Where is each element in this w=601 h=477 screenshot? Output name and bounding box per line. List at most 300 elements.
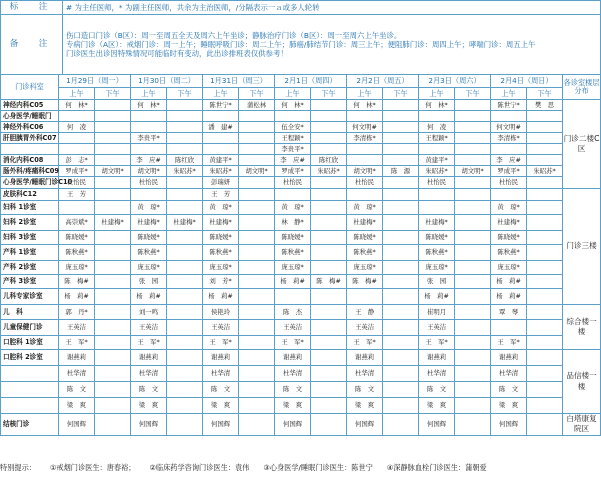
doctor-cell: 陈秋燕* [419, 245, 455, 261]
doctor-cell: 罗成平* [275, 166, 311, 177]
doctor-cell [311, 189, 347, 201]
notes-label-beizhu: 备 注 [1, 15, 63, 75]
doctor-cell: 李贵平* [275, 144, 311, 155]
doctor-cell [239, 336, 275, 350]
schedule-row [1, 320, 601, 336]
doctor-cell [383, 275, 419, 289]
pm-header: 下午 [239, 88, 275, 100]
doctor-cell [419, 189, 455, 201]
doctor-cell: 朱昭苏* [203, 166, 239, 177]
doctor-cell [311, 133, 347, 144]
doctor-cell: 黄 琼* [131, 201, 167, 215]
doctor-cell: 陈秋燕* [131, 245, 167, 261]
doctor-cell: 王英洁 [131, 320, 167, 336]
doctor-cell [95, 366, 131, 382]
doctor-cell: 谢燕莉 [131, 350, 167, 366]
doctor-cell [383, 111, 419, 122]
doctor-cell: 杜华清 [59, 366, 95, 382]
dept-name: 神经外科C06 [1, 122, 59, 133]
doctor-cell [455, 275, 491, 289]
doctor-cell: 王英洁 [59, 320, 95, 336]
doctor-cell: 胡文明* [95, 166, 131, 177]
doctor-cell [383, 122, 419, 133]
floor-location: 门诊二楼C区 [563, 100, 601, 189]
doctor-cell [455, 245, 491, 261]
doctor-cell [383, 305, 419, 320]
notes-remark-line: 伤口造口门诊（B区）：周一至周五全天及周六上午坐诊；静脉治疗门诊（B区）：周一至周六上午坐诊。 [66, 30, 402, 40]
doctor-cell [455, 320, 491, 336]
doctor-cell [167, 382, 203, 398]
doctor-cell: 罗成平* [59, 166, 95, 177]
dept-name: 妇科 2诊室 [1, 215, 59, 231]
dept-name: 心身医学/睡眠门 [1, 111, 59, 122]
doctor-cell [167, 245, 203, 261]
doctor-cell [383, 336, 419, 350]
doctor-cell [131, 144, 167, 155]
doctor-cell [455, 111, 491, 122]
doctor-cell [203, 133, 239, 144]
pm-header: 下午 [383, 88, 419, 100]
doctor-cell: 王 静 [347, 305, 383, 320]
doctor-cell [239, 245, 275, 261]
doctor-cell: 陈 文 [347, 382, 383, 398]
dept-name [1, 382, 59, 398]
doctor-cell [527, 122, 563, 133]
notes-table [0, 0, 601, 75]
doctor-cell [95, 350, 131, 366]
doctor-cell: 杨 莉# [203, 289, 239, 305]
doctor-cell [419, 111, 455, 122]
doctor-cell [347, 189, 383, 201]
doctor-cell [311, 366, 347, 382]
doctor-cell [455, 305, 491, 320]
doctor-cell [383, 155, 419, 166]
am-header: 上午 [419, 88, 455, 100]
schedule-row [1, 289, 601, 305]
doctor-cell [455, 189, 491, 201]
special-notice-item: ①戒烟门诊医生：唐春裕； [49, 463, 136, 472]
doctor-cell: 刘 芳* [203, 275, 239, 289]
doctor-cell: 谢燕莉 [59, 350, 95, 366]
dept-name: 妇科 1诊室 [1, 201, 59, 215]
doctor-cell [311, 336, 347, 350]
doctor-cell [455, 122, 491, 133]
doctor-cell [167, 305, 203, 320]
date-header: 2月1日（周四） [275, 75, 347, 88]
dept-name: 口腔科 1诊室 [1, 336, 59, 350]
doctor-cell [239, 305, 275, 320]
doctor-cell: 杜建梅* [95, 215, 131, 231]
doctor-cell: 朱昭苏* [527, 166, 563, 177]
doctor-cell [455, 201, 491, 215]
am-header: 上午 [203, 88, 239, 100]
doctor-cell: 陈晓媛* [491, 231, 527, 245]
doctor-cell: 陈红欣 [167, 155, 203, 166]
doctor-cell: 樊 思 [527, 100, 563, 111]
doctor-cell [455, 215, 491, 231]
doctor-cell [275, 289, 311, 305]
doctor-cell [383, 320, 419, 336]
doctor-cell: 王 芳 [59, 189, 95, 201]
doctor-cell: 谢燕莉 [275, 350, 311, 366]
dept-name: 口腔科 2诊室 [1, 350, 59, 366]
doctor-cell [95, 398, 131, 414]
doctor-cell: 杜怡民 [275, 177, 311, 189]
date-header: 2月4日（周日） [491, 75, 563, 88]
doctor-cell [527, 133, 563, 144]
doctor-cell: 何 凌 [59, 122, 95, 133]
date-header: 1月29日（周一） [59, 75, 131, 88]
schedule-row [1, 189, 601, 201]
doctor-cell: 谢燕莉 [347, 350, 383, 366]
doctor-cell [383, 398, 419, 414]
doctor-cell [95, 133, 131, 144]
doctor-cell: 梁 爽 [203, 398, 239, 414]
doctor-cell: 张 园 [419, 275, 455, 289]
doctor-cell [59, 144, 95, 155]
doctor-cell: 林 静* [275, 215, 311, 231]
doctor-cell [527, 231, 563, 245]
schedule-row [1, 398, 601, 414]
doctor-cell [383, 231, 419, 245]
doctor-cell [131, 189, 167, 201]
doctor-cell: 陈秋燕* [491, 245, 527, 261]
date-header: 2月2日（周五） [347, 75, 419, 88]
doctor-cell [239, 398, 275, 414]
doctor-cell: 梁 爽 [419, 398, 455, 414]
doctor-cell: 陈晓媛* [131, 231, 167, 245]
doctor-cell: 何国辉 [347, 414, 383, 436]
doctor-cell: 陈 文 [131, 382, 167, 398]
doctor-cell [95, 189, 131, 201]
am-header: 上午 [347, 88, 383, 100]
doctor-cell: 谢燕莉 [491, 350, 527, 366]
doctor-cell: 庞玉琼* [347, 261, 383, 275]
doctor-cell: 杜建梅* [419, 215, 455, 231]
doctor-cell: 谢燕莉 [419, 350, 455, 366]
doctor-cell: 陈 源 [383, 166, 419, 177]
doctor-cell [311, 382, 347, 398]
pm-header: 下午 [527, 88, 563, 100]
doctor-cell: 陈晓媛* [347, 231, 383, 245]
doctor-cell [491, 320, 527, 336]
doctor-cell: 杜华清 [347, 366, 383, 382]
doctor-cell: 彭 志* [59, 155, 95, 166]
dept-name: 儿科专家诊室 [1, 289, 59, 305]
doctor-cell: 何国辉 [131, 414, 167, 436]
doctor-cell [527, 144, 563, 155]
doctor-cell: 何国辉 [275, 414, 311, 436]
doctor-cell: 王 军* [203, 336, 239, 350]
doctor-cell: 陈 文 [419, 382, 455, 398]
doctor-cell [95, 177, 131, 189]
doctor-cell: 王英洁 [347, 320, 383, 336]
doctor-cell [527, 189, 563, 201]
doctor-cell: 陈 文 [491, 382, 527, 398]
doctor-cell [419, 144, 455, 155]
doctor-cell: 庞玉琼* [419, 261, 455, 275]
doctor-cell [527, 155, 563, 166]
doctor-cell [203, 144, 239, 155]
doctor-cell [167, 350, 203, 366]
doctor-cell: 陈 梅# [59, 275, 95, 289]
doctor-cell [527, 201, 563, 215]
doctor-cell [527, 305, 563, 320]
doctor-cell [203, 111, 239, 122]
doctor-cell: 杜怡民 [491, 177, 527, 189]
doctor-cell [527, 177, 563, 189]
doctor-cell [239, 122, 275, 133]
doctor-cell [311, 111, 347, 122]
schedule-row [1, 100, 601, 111]
dept-name: 结核门诊 [1, 414, 59, 436]
schedule-row [1, 215, 601, 231]
dept-name: 神经内科C05 [1, 100, 59, 111]
doctor-cell [383, 215, 419, 231]
doctor-cell: 朱昭苏* [419, 166, 455, 177]
doctor-cell [311, 305, 347, 320]
doctor-cell: 陈 文 [203, 382, 239, 398]
doctor-cell [311, 350, 347, 366]
doctor-cell [383, 382, 419, 398]
doctor-cell [527, 111, 563, 122]
doctor-cell [239, 177, 275, 189]
doctor-cell [311, 245, 347, 261]
doctor-cell: 黄建平* [203, 155, 239, 166]
schedule-row [1, 305, 601, 320]
doctor-cell: 庞玉琼* [59, 261, 95, 275]
doctor-cell: 梁 爽 [131, 398, 167, 414]
doctor-cell [95, 144, 131, 155]
dept-name: 皮肤科C12 [1, 189, 59, 201]
doctor-cell: 陈晓媛* [203, 231, 239, 245]
schedule-row [1, 155, 601, 166]
doctor-cell [95, 320, 131, 336]
doctor-cell: 杜建梅* [491, 215, 527, 231]
doctor-cell [347, 289, 383, 305]
doctor-cell: 杜怡民 [59, 177, 95, 189]
doctor-cell [419, 201, 455, 215]
doctor-cell [239, 289, 275, 305]
doctor-cell [311, 100, 347, 111]
doctor-cell: 陈秋燕* [203, 245, 239, 261]
doctor-cell [239, 155, 275, 166]
doctor-cell: 李清栋* [347, 133, 383, 144]
doctor-cell: 黄 琼* [347, 201, 383, 215]
notes-legend-text: # 为主任医师，* 为副主任医师，共余为主治医师，/分隔表示一ａ或多人轮转 [63, 1, 601, 15]
doctor-cell [455, 382, 491, 398]
doctor-cell: 杜怡民 [131, 177, 167, 189]
special-notice-item: ④深静脉血栓门诊医生：蒲朝爱 [386, 463, 487, 472]
doctor-cell: 陈 文 [59, 382, 95, 398]
doctor-cell [455, 133, 491, 144]
doctor-cell [239, 133, 275, 144]
doctor-cell [311, 261, 347, 275]
doctor-cell: 何文明# [347, 122, 383, 133]
doctor-cell: 王程颖* [275, 133, 311, 144]
doctor-cell: 王 军* [275, 336, 311, 350]
doctor-cell: 覃 琴 [491, 305, 527, 320]
doctor-cell: 王 军* [59, 336, 95, 350]
doctor-cell [167, 320, 203, 336]
special-notice-item: ②临床药学咨询门诊医生：袁伟 [149, 463, 250, 472]
doctor-cell: 杜华清 [491, 366, 527, 382]
doctor-cell [455, 155, 491, 166]
doctor-cell: 何国辉 [419, 414, 455, 436]
doctor-cell [527, 261, 563, 275]
doctor-cell: 王 军* [131, 336, 167, 350]
schedule-row [1, 166, 601, 177]
doctor-cell [383, 201, 419, 215]
doctor-cell [239, 215, 275, 231]
doctor-cell [239, 275, 275, 289]
doctor-cell: 刘一鸣 [131, 305, 167, 320]
doctor-cell: 庞玉琼* [203, 261, 239, 275]
floor-location: 综合楼一楼 [563, 305, 601, 350]
dept-name: 产科 3诊室 [1, 275, 59, 289]
doctor-cell [167, 231, 203, 245]
doctor-cell: 何国辉 [203, 414, 239, 436]
doctor-cell: 李贵平* [131, 133, 167, 144]
dept-name: 心身医学/睡眠门诊C10 [1, 177, 59, 189]
doctor-cell [95, 100, 131, 111]
doctor-cell: 谢燕莉 [203, 350, 239, 366]
doctor-cell: 胡文明* [239, 166, 275, 177]
doctor-cell [239, 111, 275, 122]
doctor-cell [383, 100, 419, 111]
doctor-cell [167, 275, 203, 289]
doctor-cell [311, 320, 347, 336]
doctor-cell [95, 122, 131, 133]
doctor-cell [527, 289, 563, 305]
doctor-cell [95, 245, 131, 261]
date-header: 1月30日（周二） [131, 75, 203, 88]
doctor-cell [455, 289, 491, 305]
doctor-cell: 黄建平* [419, 155, 455, 166]
pm-header: 下午 [311, 88, 347, 100]
doctor-cell: 王 军* [491, 336, 527, 350]
doctor-cell: 梁 爽 [491, 398, 527, 414]
doctor-cell [239, 144, 275, 155]
special-notice-item: ③心身医学/睡眠门诊医生：陈世宁 [263, 463, 373, 472]
doctor-cell [491, 111, 527, 122]
special-notice-label: 特别提示： [0, 463, 36, 472]
doctor-cell: 杜建梅* [347, 215, 383, 231]
doctor-cell: 杨 莉# [419, 289, 455, 305]
doctor-cell: 李 应# [491, 155, 527, 166]
doctor-cell: 张 园 [131, 275, 167, 289]
dept-name [1, 366, 59, 382]
doctor-cell: 王 军* [347, 336, 383, 350]
notes-label-biaozhu: 标 注 [1, 1, 63, 15]
doctor-cell: 杜建梅* [203, 215, 239, 231]
doctor-cell: 陈晓媛* [275, 231, 311, 245]
doctor-cell: 杜怡民 [419, 177, 455, 189]
schedule-row [1, 414, 601, 436]
doctor-cell: 黄 琼* [275, 201, 311, 215]
doctor-cell [311, 215, 347, 231]
schedule-row [1, 144, 601, 155]
doctor-cell [95, 414, 131, 436]
doctor-cell: 陈 梅# [311, 275, 347, 289]
pm-header: 下午 [167, 88, 203, 100]
doctor-cell: 杨 莉# [275, 275, 311, 289]
date-header: 2月3日（周六） [419, 75, 491, 88]
dept-name: 妇科 3诊室 [1, 231, 59, 245]
doctor-cell: 彭瑞妍 [203, 177, 239, 189]
doctor-cell: 潘 建# [203, 122, 239, 133]
notes-remark-line: 专病门诊（A区）：戒烟门诊：周一上午；睡眠呼吸门诊：周二上午；肺癌/肺结节门诊：周三上午；便阻肺门诊：周四上午；哮喘门诊：周五上午 [66, 39, 536, 49]
doctor-cell [383, 414, 419, 436]
doctor-cell: 胡文明* [455, 166, 491, 177]
dept-name [1, 144, 59, 155]
doctor-cell [131, 122, 167, 133]
doctor-cell [59, 201, 95, 215]
doctor-cell: 陈世宁* [491, 100, 527, 111]
doctor-cell [455, 336, 491, 350]
doctor-cell: 杜华清 [419, 366, 455, 382]
schedule-row [1, 382, 601, 398]
schedule-row [1, 350, 601, 366]
doctor-cell [95, 305, 131, 320]
schedule-row [1, 122, 601, 133]
doctor-cell: 陈晓媛* [419, 231, 455, 245]
doctor-cell: 杨 莉# [491, 289, 527, 305]
doctor-cell [167, 122, 203, 133]
doctor-cell [527, 382, 563, 398]
doctor-cell: 陈秋燕* [59, 245, 95, 261]
doctor-cell: 王程颖* [419, 133, 455, 144]
doctor-cell [167, 100, 203, 111]
doctor-cell [527, 275, 563, 289]
doctor-cell [275, 111, 311, 122]
doctor-cell: 杜建梅* [131, 215, 167, 231]
doctor-cell [239, 320, 275, 336]
doctor-cell [455, 414, 491, 436]
doctor-cell: 何国辉 [491, 414, 527, 436]
doctor-cell [383, 366, 419, 382]
doctor-cell [455, 398, 491, 414]
floor-location: 门诊三楼 [563, 189, 601, 305]
doctor-cell [383, 144, 419, 155]
doctor-cell: 何 林* [59, 100, 95, 111]
doctor-cell: 何国辉 [59, 414, 95, 436]
doctor-cell [311, 201, 347, 215]
doctor-cell [239, 261, 275, 275]
doctor-cell [95, 155, 131, 166]
doctor-cell [167, 414, 203, 436]
doctor-cell [239, 382, 275, 398]
doctor-cell: 王 军* [419, 336, 455, 350]
doctor-cell [527, 245, 563, 261]
doctor-cell: 陈红欣 [311, 155, 347, 166]
doctor-cell [527, 366, 563, 382]
dept-column-header: 门诊科室 [1, 75, 59, 100]
doctor-cell [455, 231, 491, 245]
schedule-row [1, 231, 601, 245]
doctor-cell [239, 350, 275, 366]
doctor-cell: 伍全安* [275, 122, 311, 133]
doctor-cell: 何 林* [275, 100, 311, 111]
doctor-cell: 梁 爽 [347, 398, 383, 414]
doctor-cell: 王英洁 [419, 320, 455, 336]
doctor-cell: 陈世宁* [203, 100, 239, 111]
doctor-cell [239, 189, 275, 201]
doctor-cell [167, 189, 203, 201]
doctor-cell: 何 林* [347, 100, 383, 111]
doctor-cell [311, 398, 347, 414]
doctor-cell: 朱昭苏* [311, 166, 347, 177]
